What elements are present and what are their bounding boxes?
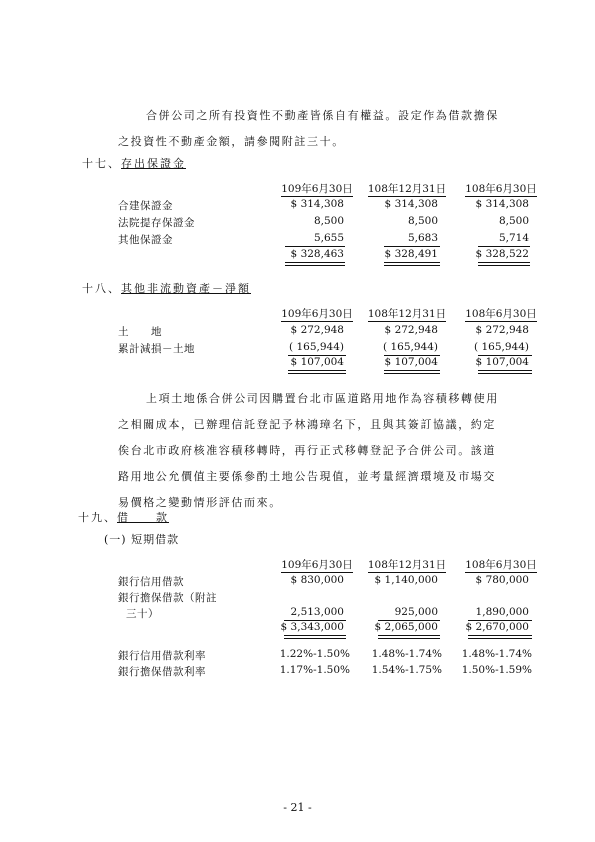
total-double-rule [468,635,532,639]
cell-value: 5,683 [407,232,438,244]
cell-value: $ 314,308 [384,198,438,210]
cell-value: $ 830,000 [290,574,344,586]
total-double-rule [285,262,345,266]
subtotal-rule [285,246,345,247]
total-value: $ 2,670,000 [465,621,529,633]
cell-value: 8,500 [498,215,529,227]
total-value: $ 107,004 [475,356,529,368]
col-header: 108年6月30日 [465,308,537,320]
total-value: $ 3,343,000 [280,621,344,633]
total-value: $ 328,522 [475,248,529,260]
section-title: 借 款 [117,511,169,524]
row-label: 土 地 [118,326,162,338]
row-label: 銀行擔保借款（附註 [118,592,217,604]
total-double-rule [478,262,530,266]
cell-value: 1,890,000 [475,606,529,618]
row-label: 其他保證金 [118,234,173,246]
cell-value: 8,500 [313,215,344,227]
rate-value: 1.50%-1.59% [461,664,532,676]
col-header: 108年12月31日 [367,559,447,571]
row-label: 合建保證金 [118,200,173,212]
rate-value: 1.54%-1.75% [371,664,442,676]
cell-value: ( 165,944) [383,341,438,353]
total-value: $ 2,065,000 [374,621,438,633]
total-double-rule [288,370,346,374]
subsection-heading: (一) 短期借款 [104,533,180,546]
total-double-rule [384,262,440,266]
col-header: 109年6月30日 [281,183,353,195]
note-line-1: 上項土地係合併公司因購置台北市區道路用地作為容積移轉使用 [146,392,499,405]
cell-value: ( 165,944) [474,341,529,353]
cell-value: $ 272,948 [475,324,529,336]
rate-value: 1.17%-1.50% [279,664,350,676]
total-value: $ 328,491 [384,248,438,260]
cell-value: 2,513,000 [290,606,344,618]
col-header: 109年6月30日 [281,559,353,571]
section-title: 存出保證金 [121,157,186,170]
subtotal-rule [384,246,440,247]
section-number: 十八、 [82,282,121,295]
col-header: 108年6月30日 [465,183,537,195]
cell-value: 5,714 [498,232,529,244]
col-header: 108年6月30日 [465,559,537,571]
col-header: 109年6月30日 [281,308,353,320]
subtotal-rule [478,246,530,247]
rate-value: 1.48%-1.74% [371,648,442,660]
rate-label: 銀行信用借款利率 [118,650,206,662]
cell-value: $ 314,308 [475,198,529,210]
total-value: $ 328,463 [290,248,344,260]
note-line-5: 易價格之變動情形評估而來。 [118,496,282,509]
col-header: 108年12月31日 [367,308,447,320]
cell-value: 5,655 [313,232,344,244]
total-double-rule [384,370,440,374]
total-double-rule [284,635,346,639]
rate-label: 銀行擔保借款利率 [118,666,206,678]
cell-value: 8,500 [407,215,438,227]
row-label: 累計減損－土地 [118,343,195,355]
note-line-2: 之相關成本，已辦理信託登記予林鴻璋名下，且與其簽訂協議，約定 [118,418,496,431]
total-value: $ 107,004 [384,356,438,368]
intro-line-2: 之投資性不動產金額，請參閱附註三十。 [118,135,345,148]
rate-value: 1.22%-1.50% [279,648,350,660]
section-19-heading [78,509,169,525]
cell-value: 925,000 [394,606,438,618]
note-line-4: 路用地公允價值主要係參酌土地公告現值，並考量經濟環境及市場交 [118,470,496,483]
cell-value: $ 1,140,000 [374,574,438,586]
total-double-rule [478,370,532,374]
section-18-heading [82,280,251,296]
section-title-suffix: －淨額 [212,282,251,295]
section-17-heading [82,155,186,171]
intro-line-1: 合併公司之所有投資性不動產皆係自有權益。設定作為借款擔保 [146,109,499,122]
col-header: 108年12月31日 [367,183,447,195]
cell-value: $ 272,948 [384,324,438,336]
section-title: 其他非流動資產 [121,282,212,295]
section-number: 十七、 [82,157,121,170]
section-number: 十九、 [78,511,117,524]
cell-value: $ 314,308 [290,198,344,210]
total-double-rule [378,635,440,639]
row-label-continued: 三十） [126,608,159,620]
cell-value: ( 165,944) [289,341,344,353]
cell-value: $ 272,948 [290,324,344,336]
row-label: 銀行信用借款 [118,576,184,588]
rate-value: 1.48%-1.74% [461,648,532,660]
cell-value: $ 780,000 [475,574,529,586]
note-line-3: 俟台北市政府核准容積移轉時，再行正式移轉登記予合併公司。該道 [118,444,496,457]
row-label: 法院提存保證金 [118,217,195,229]
total-value: $ 107,004 [290,356,344,368]
page-number: - 21 - [283,801,312,814]
